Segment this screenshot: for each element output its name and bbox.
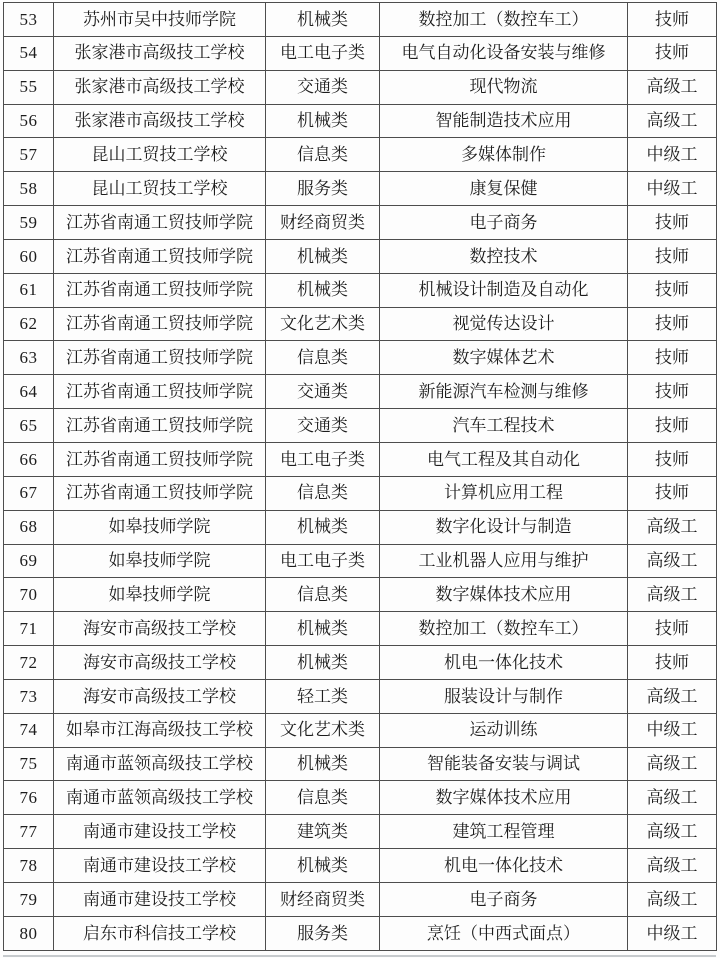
major-cell: 智能装备安装与调试 xyxy=(380,747,628,781)
level-cell: 高级工 xyxy=(628,815,717,849)
category-cell: 机械类 xyxy=(266,612,380,646)
level-cell: 中级工 xyxy=(628,138,717,172)
major-cell: 现代物流 xyxy=(380,70,628,104)
level-cell: 技师 xyxy=(628,409,717,443)
major-cell: 电气自动化设备安装与维修 xyxy=(380,36,628,70)
table-row xyxy=(4,70,717,104)
school-name-cell: 苏州市吴中技师学院 xyxy=(54,3,266,37)
table-row xyxy=(4,3,717,37)
row-number-cell: 62 xyxy=(4,307,54,341)
level-cell: 高级工 xyxy=(628,747,717,781)
major-cell: 数控加工（数控车工） xyxy=(380,612,628,646)
level-cell: 高级工 xyxy=(628,882,717,916)
table-row xyxy=(4,679,717,713)
table-body xyxy=(4,3,717,951)
major-cell: 数字媒体技术应用 xyxy=(380,781,628,815)
level-cell: 技师 xyxy=(628,646,717,680)
level-cell: 高级工 xyxy=(628,679,717,713)
level-cell: 中级工 xyxy=(628,713,717,747)
level-cell: 技师 xyxy=(628,375,717,409)
school-name-cell: 南通市建设技工学校 xyxy=(54,882,266,916)
table-row xyxy=(4,510,717,544)
level-cell: 高级工 xyxy=(628,510,717,544)
row-number-cell: 56 xyxy=(4,104,54,138)
table-row xyxy=(4,206,717,240)
level-cell: 技师 xyxy=(628,239,717,273)
major-cell: 电气工程及其自动化 xyxy=(380,442,628,476)
major-cell: 数字化设计与制造 xyxy=(380,510,628,544)
row-number-cell: 74 xyxy=(4,713,54,747)
table-row xyxy=(4,409,717,443)
major-cell: 康复保健 xyxy=(380,172,628,206)
category-cell: 机械类 xyxy=(266,104,380,138)
category-cell: 信息类 xyxy=(266,138,380,172)
school-name-cell: 昆山工贸技工学校 xyxy=(54,172,266,206)
row-number-cell: 63 xyxy=(4,341,54,375)
category-cell: 建筑类 xyxy=(266,815,380,849)
major-cell: 烹饪（中西式面点） xyxy=(380,916,628,950)
category-cell: 机械类 xyxy=(266,239,380,273)
level-cell: 高级工 xyxy=(628,544,717,578)
row-number-cell: 60 xyxy=(4,239,54,273)
level-cell: 技师 xyxy=(628,307,717,341)
table-row xyxy=(4,612,717,646)
row-number-cell: 64 xyxy=(4,375,54,409)
row-number-cell: 67 xyxy=(4,476,54,510)
category-cell: 文化艺术类 xyxy=(266,307,380,341)
category-cell: 机械类 xyxy=(266,646,380,680)
table-row xyxy=(4,578,717,612)
major-cell: 服装设计与制作 xyxy=(380,679,628,713)
table-row xyxy=(4,815,717,849)
table-row xyxy=(4,138,717,172)
row-number-cell: 77 xyxy=(4,815,54,849)
major-cell: 运动训练 xyxy=(380,713,628,747)
row-number-cell: 53 xyxy=(4,3,54,37)
school-name-cell: 江苏省南通工贸技师学院 xyxy=(54,307,266,341)
school-name-cell: 海安市高级技工学校 xyxy=(54,679,266,713)
major-cell: 数字媒体艺术 xyxy=(380,341,628,375)
level-cell: 高级工 xyxy=(628,578,717,612)
major-cell: 数控技术 xyxy=(380,239,628,273)
school-name-cell: 南通市蓝领高级技工学校 xyxy=(54,747,266,781)
level-cell: 技师 xyxy=(628,206,717,240)
major-cell: 多媒体制作 xyxy=(380,138,628,172)
school-name-cell: 张家港市高级技工学校 xyxy=(54,36,266,70)
major-cell: 电子商务 xyxy=(380,882,628,916)
school-name-cell: 江苏省南通工贸技师学院 xyxy=(54,442,266,476)
category-cell: 机械类 xyxy=(266,3,380,37)
level-cell: 高级工 xyxy=(628,104,717,138)
category-cell: 机械类 xyxy=(266,510,380,544)
category-cell: 信息类 xyxy=(266,341,380,375)
school-name-cell: 如皋市江海高级技工学校 xyxy=(54,713,266,747)
major-cell: 视觉传达设计 xyxy=(380,307,628,341)
table-row xyxy=(4,273,717,307)
level-cell: 技师 xyxy=(628,442,717,476)
table-row xyxy=(4,646,717,680)
school-name-cell: 南通市建设技工学校 xyxy=(54,849,266,883)
table-row xyxy=(4,104,717,138)
row-number-cell: 55 xyxy=(4,70,54,104)
category-cell: 机械类 xyxy=(266,849,380,883)
table-row xyxy=(4,747,717,781)
row-number-cell: 70 xyxy=(4,578,54,612)
table-row xyxy=(4,36,717,70)
level-cell: 高级工 xyxy=(628,849,717,883)
level-cell: 中级工 xyxy=(628,916,717,950)
table-row xyxy=(4,442,717,476)
row-number-cell: 54 xyxy=(4,36,54,70)
row-number-cell: 66 xyxy=(4,442,54,476)
major-cell: 机电一体化技术 xyxy=(380,849,628,883)
major-cell: 计算机应用工程 xyxy=(380,476,628,510)
level-cell: 技师 xyxy=(628,612,717,646)
major-cell: 智能制造技术应用 xyxy=(380,104,628,138)
school-name-cell: 如皋技师学院 xyxy=(54,544,266,578)
major-cell: 新能源汽车检测与维修 xyxy=(380,375,628,409)
school-name-cell: 如皋技师学院 xyxy=(54,510,266,544)
table-row xyxy=(4,849,717,883)
category-cell: 信息类 xyxy=(266,781,380,815)
level-cell: 技师 xyxy=(628,476,717,510)
school-name-cell: 海安市高级技工学校 xyxy=(54,646,266,680)
table-row xyxy=(4,172,717,206)
row-number-cell: 79 xyxy=(4,882,54,916)
row-number-cell: 75 xyxy=(4,747,54,781)
school-name-cell: 江苏省南通工贸技师学院 xyxy=(54,239,266,273)
row-number-cell: 73 xyxy=(4,679,54,713)
next-row-cut-line xyxy=(3,955,716,957)
row-number-cell: 61 xyxy=(4,273,54,307)
category-cell: 轻工类 xyxy=(266,679,380,713)
school-name-cell: 启东市科信技工学校 xyxy=(54,916,266,950)
level-cell: 高级工 xyxy=(628,781,717,815)
category-cell: 交通类 xyxy=(266,375,380,409)
level-cell: 技师 xyxy=(628,341,717,375)
category-cell: 电工电子类 xyxy=(266,36,380,70)
category-cell: 服务类 xyxy=(266,172,380,206)
row-number-cell: 72 xyxy=(4,646,54,680)
level-cell: 中级工 xyxy=(628,172,717,206)
category-cell: 交通类 xyxy=(266,70,380,104)
row-number-cell: 57 xyxy=(4,138,54,172)
major-cell: 数控加工（数控车工） xyxy=(380,3,628,37)
category-cell: 财经商贸类 xyxy=(266,206,380,240)
table-row xyxy=(4,544,717,578)
school-name-cell: 昆山工贸技工学校 xyxy=(54,138,266,172)
table-row xyxy=(4,239,717,273)
table-row xyxy=(4,375,717,409)
level-cell: 技师 xyxy=(628,36,717,70)
school-name-cell: 江苏省南通工贸技师学院 xyxy=(54,409,266,443)
major-cell: 汽车工程技术 xyxy=(380,409,628,443)
school-name-cell: 江苏省南通工贸技师学院 xyxy=(54,273,266,307)
category-cell: 信息类 xyxy=(266,578,380,612)
table-row xyxy=(4,476,717,510)
category-cell: 交通类 xyxy=(266,409,380,443)
table-row xyxy=(4,307,717,341)
table-row xyxy=(4,341,717,375)
school-name-cell: 江苏省南通工贸技师学院 xyxy=(54,476,266,510)
row-number-cell: 69 xyxy=(4,544,54,578)
level-cell: 高级工 xyxy=(628,70,717,104)
row-number-cell: 76 xyxy=(4,781,54,815)
level-cell: 技师 xyxy=(628,3,717,37)
row-number-cell: 58 xyxy=(4,172,54,206)
row-number-cell: 65 xyxy=(4,409,54,443)
row-number-cell: 78 xyxy=(4,849,54,883)
major-cell: 机电一体化技术 xyxy=(380,646,628,680)
major-cell: 机械设计制造及自动化 xyxy=(380,273,628,307)
table-row xyxy=(4,882,717,916)
school-name-cell: 南通市蓝领高级技工学校 xyxy=(54,781,266,815)
school-name-cell: 如皋技师学院 xyxy=(54,578,266,612)
school-name-cell: 江苏省南通工贸技师学院 xyxy=(54,375,266,409)
category-cell: 机械类 xyxy=(266,273,380,307)
category-cell: 电工电子类 xyxy=(266,442,380,476)
level-cell: 技师 xyxy=(628,273,717,307)
major-cell: 建筑工程管理 xyxy=(380,815,628,849)
row-number-cell: 59 xyxy=(4,206,54,240)
school-name-cell: 江苏省南通工贸技师学院 xyxy=(54,206,266,240)
school-name-cell: 海安市高级技工学校 xyxy=(54,612,266,646)
school-name-cell: 张家港市高级技工学校 xyxy=(54,104,266,138)
category-cell: 信息类 xyxy=(266,476,380,510)
table-row xyxy=(4,713,717,747)
major-cell: 电子商务 xyxy=(380,206,628,240)
row-number-cell: 71 xyxy=(4,612,54,646)
school-name-cell: 南通市建设技工学校 xyxy=(54,815,266,849)
category-cell: 机械类 xyxy=(266,747,380,781)
category-cell: 电工电子类 xyxy=(266,544,380,578)
category-cell: 财经商贸类 xyxy=(266,882,380,916)
category-cell: 文化艺术类 xyxy=(266,713,380,747)
row-number-cell: 80 xyxy=(4,916,54,950)
major-cell: 工业机器人应用与维护 xyxy=(380,544,628,578)
category-cell: 服务类 xyxy=(266,916,380,950)
row-number-cell: 68 xyxy=(4,510,54,544)
school-name-cell: 张家港市高级技工学校 xyxy=(54,70,266,104)
table-row xyxy=(4,916,717,950)
table-row xyxy=(4,781,717,815)
school-program-table xyxy=(3,2,717,951)
school-name-cell: 江苏省南通工贸技师学院 xyxy=(54,341,266,375)
major-cell: 数字媒体技术应用 xyxy=(380,578,628,612)
